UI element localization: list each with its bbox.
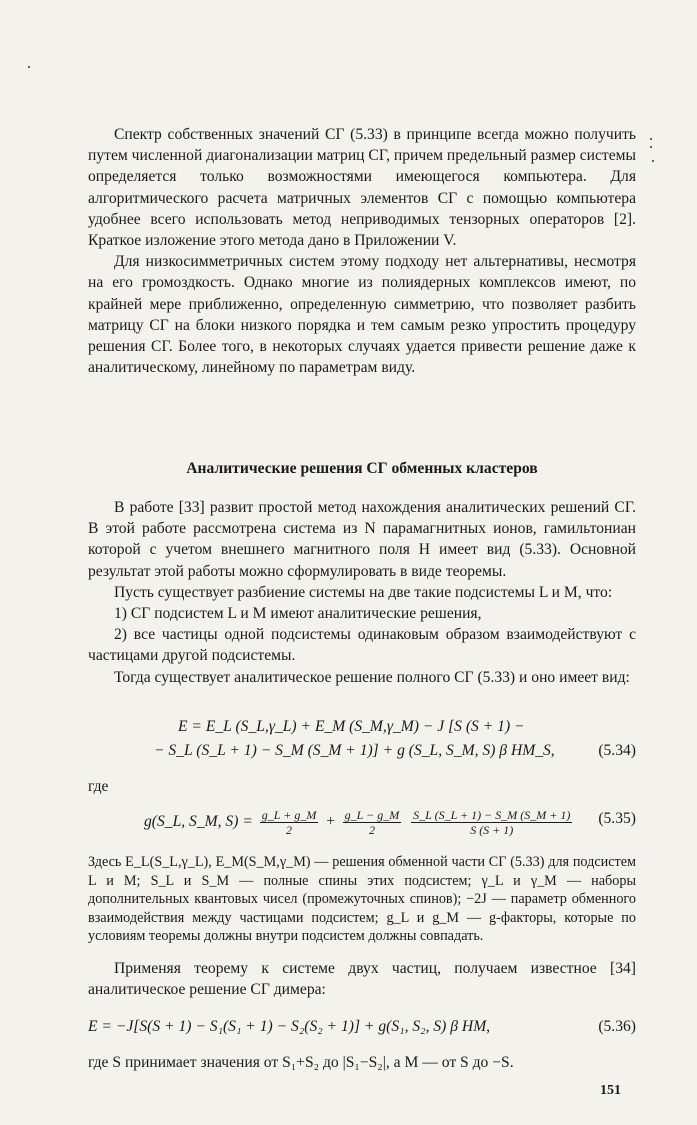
intro-block bbox=[88, 124, 636, 378]
denominator: S (S + 1) bbox=[470, 823, 514, 837]
paragraph: Спектр собственных значений СГ (5.33) в принципе всегда можно получить путем численной диагонализации матриц СГ, причем предельный размер системы определяется только возможностями имеющегося компьютера. Для алгоритмического расчета матричных элементов СГ с помощью компьютера удобнее всего использовать метод неприводимых тензорных операторов [2]. Краткое изложение этого метода дано в Приложении V. bbox=[88, 126, 636, 250]
theorem-block bbox=[88, 497, 636, 688]
fraction bbox=[411, 808, 572, 837]
where-label-block bbox=[88, 776, 636, 797]
list-item: 2) все частицы одной подсистемы одинаковым образом взаимодействуют с частицами другой подсистемы. bbox=[88, 626, 636, 665]
numerator: g_L + g_M bbox=[261, 808, 317, 822]
speck-mark bbox=[652, 160, 654, 162]
fraction bbox=[260, 808, 319, 837]
equation-line: E = −J[S(S + 1) − S₁(S₁ + 1) − S₂(S₂ + 1)] + g(S₁, S₂, S) β HM, bbox=[88, 1018, 491, 1035]
where-label: где bbox=[88, 778, 109, 795]
equation-5-34 bbox=[88, 718, 636, 768]
numerator: S_L (S_L + 1) − S_M (S_M + 1) bbox=[413, 808, 571, 822]
apply-block bbox=[88, 958, 636, 1000]
numerator: g_L − g_M bbox=[344, 808, 400, 822]
explanation-block bbox=[88, 853, 636, 946]
speck-mark bbox=[28, 66, 30, 68]
paragraph: Пусть существует разбиение системы на две такие подсистемы L и M, что: bbox=[114, 583, 613, 601]
fraction bbox=[343, 808, 402, 837]
speck-mark bbox=[650, 146, 652, 148]
list-item: 1) СГ подсистем L и M имеют аналитические решения, bbox=[114, 605, 482, 623]
page-number: 151 bbox=[600, 1083, 621, 1098]
paragraph: В работе [33] развит простой метод нахождения аналитических решений СГ. В этой работе рассмотрена система из N парамагнитных ионов, гамильтониан которой с учетом внешнего магнитного поля H имеет вид (5.33). Основной результат этой работы можно сформулировать в виде теоремы. bbox=[88, 499, 636, 580]
paragraph: где S принимает значения от S₁+S₂ до |S₁−S₂|, а M — от S до −S. bbox=[88, 1054, 514, 1071]
paragraph: Для низкосимметричных систем этому подходу нет альтернативы, несмотря на его громоздкость. Однако многие из полиядерных комплексов имеют, по крайней мере приближенно, определенную симметрию, что позволяет разбить матрицу СГ на блоки низкого порядка и тем самым резко упростить процедуру решения СГ. Более того, в некоторых случаях удается привести решение даже к аналитическому, линейному по параметрам виду. bbox=[88, 253, 636, 377]
paragraph: Тогда существует аналитическое решение полного СГ (5.33) и оно имеет вид: bbox=[114, 668, 630, 686]
last-line-block bbox=[88, 1052, 636, 1073]
paragraph: Применяя теорему к системе двух частиц, получаем известное [34] аналитическое решение СГ димера: bbox=[88, 960, 636, 999]
denominator: 2 bbox=[286, 823, 293, 837]
equation-5-36 bbox=[88, 1018, 636, 1042]
equation-number: (5.35) bbox=[598, 810, 636, 827]
plus-sign: + bbox=[325, 813, 336, 831]
eq-lhs: g(S_L, S_M, S) = bbox=[144, 813, 253, 831]
equation-number: (5.34) bbox=[598, 742, 636, 759]
equation-5-35 bbox=[88, 800, 636, 844]
equation-line: E = E_L (S_L,γ_L) + E_M (S_M,γ_M) − J [S (S + 1) − bbox=[178, 718, 525, 735]
section-heading: Аналитические решения СГ обменных кластеров bbox=[186, 460, 538, 477]
denominator: 2 bbox=[368, 823, 375, 837]
speck-mark bbox=[650, 138, 652, 140]
equation-line bbox=[144, 808, 575, 837]
equation-line: − S_L (S_L + 1) − S_M (S_M + 1)] + g (S_L, S_M, S) β HM_S, bbox=[154, 742, 555, 759]
equation-number: (5.36) bbox=[598, 1018, 636, 1035]
explanation: Здесь E_L(S_L,γ_L), E_M(S_M,γ_M) — решения обменной части СГ (5.33) для подсистем L и M; S_L и S_M — полные спины этих подсистем; γ_L и γ_M — наборы дополнительных квантовых чисел (промежуточных спинов); −2J — параметр обменного взаимодействия между частицами подсистем; g_L и g_M — g-факторы, которые по условиям теоремы должны внутри подсистем должны совпадать. bbox=[88, 854, 636, 945]
